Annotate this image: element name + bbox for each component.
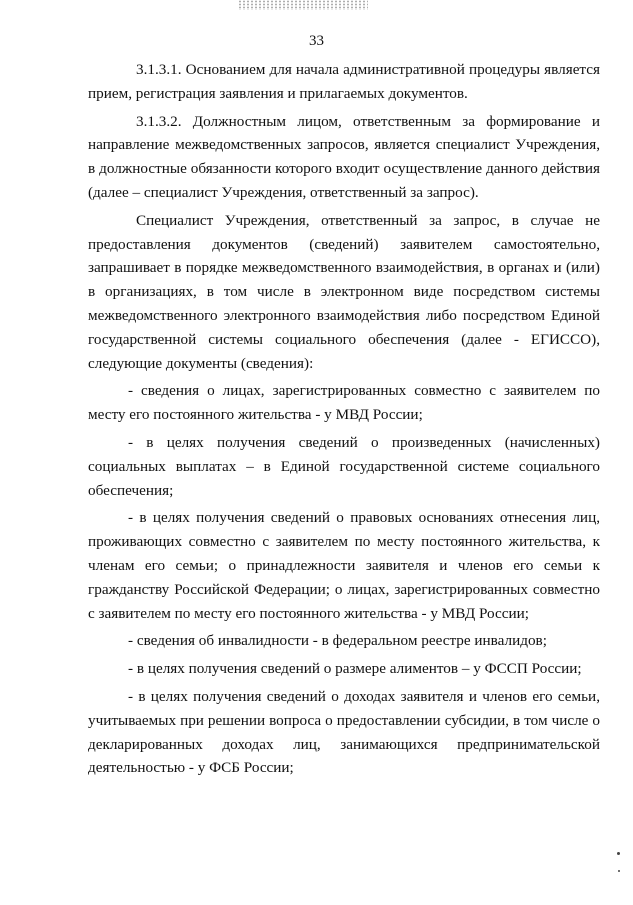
list-item: - сведения о лицах, зарегистрированных совместно с заявителем по месту его постоянного жительства - у МВД России; (88, 382, 600, 424)
scan-artifact (238, 0, 368, 10)
list-item: - в целях получения сведений о размере алиментов – у ФССП России; (128, 660, 582, 678)
list-item: - сведения об инвалидности - в федеральном реестре инвалидов; (128, 632, 547, 650)
list-item: - в целях получения сведений о правовых основаниях отнесения лиц, проживающих совместно с заявителем по месту постоянного жительства, к членам его семьи; о принадлежности заявителя и членов его семьи к гражданству Российской Федерации; о лицах, зарегистрированных совместно с заявителем по месту его постоянного жительства - у МВД России; (88, 509, 600, 622)
list-item: - в целях получения сведений о доходах заявителя и членов его семьи, учитываемых при решении вопроса о предоставлении субсидии, в том числе о декларированных доходах лиц, занимающихся предпринимательской деятельностью - у ФСБ России; (88, 687, 600, 777)
paragraph-specialist-request: Специалист Учреждения, ответственный за запрос, в случае не предоставления документов (сведений) заявителем самостоятельно, запрашивает в порядке межведомственного взаимодействия, в органах и (или) в организациях, в том числе в электронном виде посредством системы межведомственного электронного взаимодействия либо посредством Единой государственной системы социального обеспечения (далее - ЕГИССО), следующие документы (сведения): (88, 211, 600, 372)
document-body (88, 58, 600, 784)
page-number: 33 (309, 33, 324, 49)
list-item: - в целях получения сведений о произведенных (начисленных) социальных выплатах – в Единой государственной системе социального обеспечения; (88, 433, 600, 499)
scan-speck (618, 870, 620, 872)
scan-speck (617, 852, 620, 855)
paragraph-3-1-3-2: 3.1.3.2. Должностным лицом, ответственным за формирование и направление межведомственных запросов, является специалист Учреждения, в должностные обязанности которого входит осуществление данного действия (далее – специалист Учреждения, ответственный за запрос). (88, 112, 600, 201)
paragraph-3-1-3-1: 3.1.3.1. Основанием для начала административной процедуры является прием, регистрация заявления и прилагаемых документов. (88, 61, 600, 102)
